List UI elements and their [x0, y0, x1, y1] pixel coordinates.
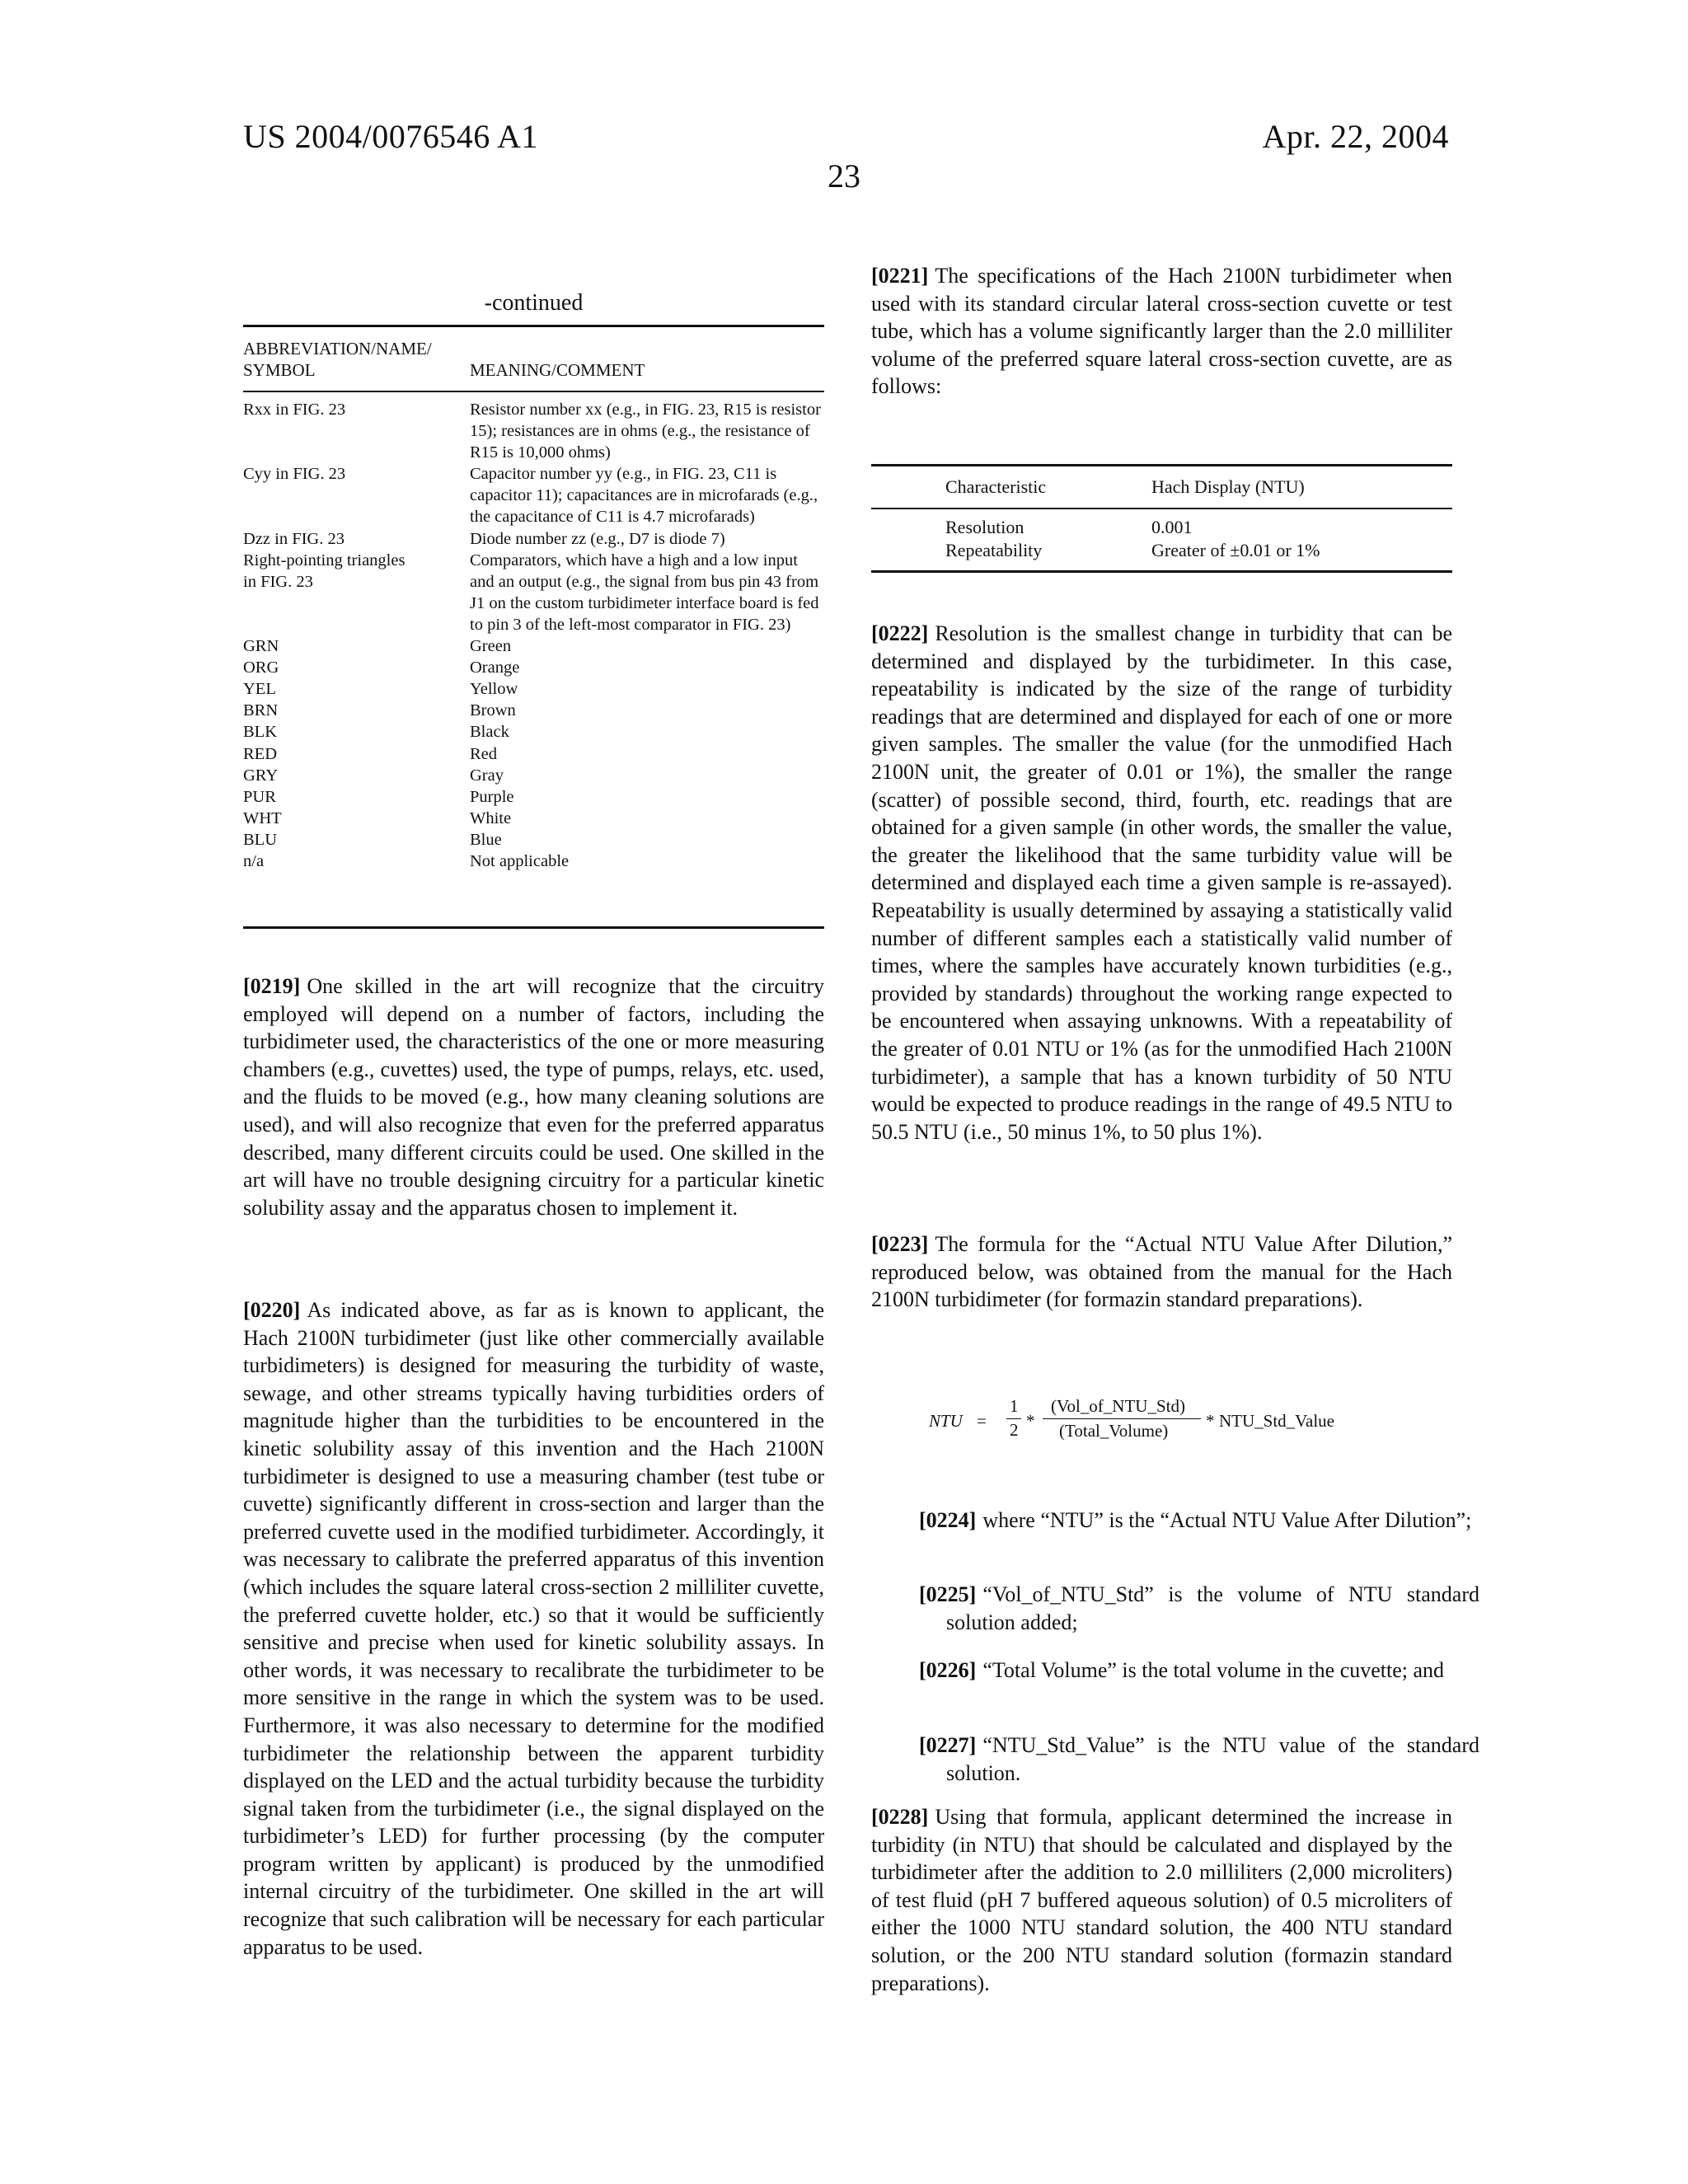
table-row: [243, 786, 824, 808]
table-row: [243, 399, 824, 463]
paragraph-number: [0227]: [919, 1733, 977, 1757]
meaning-cell: Gray: [470, 766, 504, 785]
specification-table-body: [871, 516, 1452, 562]
value-cell: 0.001: [1151, 517, 1193, 537]
abbr-cell: YEL: [243, 680, 276, 699]
table-row: [243, 829, 824, 851]
table-row: [243, 528, 824, 550]
abbr-cell: BRN: [243, 701, 279, 720]
value-cell: Greater of ±0.01 or 1%: [1151, 540, 1320, 560]
paragraph-number: [0225]: [919, 1582, 977, 1606]
paragraph-0223: [871, 1230, 1452, 1314]
formula-lhs: NTU: [929, 1411, 963, 1431]
characteristic-cell: Resolution: [945, 517, 1025, 537]
paragraph-number: [0224]: [919, 1508, 977, 1532]
paragraph-0225: [919, 1581, 1479, 1636]
paragraph-number: [0222]: [871, 621, 929, 645]
table-rule-top: [243, 325, 824, 327]
meaning-cell: Diode number zz (e.g., D7 is diode 7): [470, 529, 725, 548]
meaning-column-header: MEANING/COMMENT: [470, 360, 645, 380]
meaning-cell: Orange: [470, 658, 520, 677]
formula-half-denominator: 2: [1010, 1420, 1019, 1440]
formula-fraction-bar: [1006, 1418, 1021, 1419]
table-row: [243, 700, 824, 721]
meaning-cell: Green: [470, 637, 512, 656]
abbr-cell: PUR: [243, 787, 276, 806]
paragraph-0221: [871, 262, 1452, 401]
abbr-cell: Dzz in FIG. 23: [243, 529, 345, 548]
table-rule-header: [243, 391, 824, 392]
abbr-cell: RED: [243, 744, 277, 763]
paragraph-text: “Total Volume” is the total volume in the cuvette; and: [982, 1658, 1445, 1682]
meaning-cell: White: [470, 808, 512, 827]
table-rule-bottom: [871, 570, 1452, 573]
paragraph-0226: [919, 1657, 1479, 1685]
abbr-cell: n/a: [243, 851, 265, 870]
formula-std-value: NTU_Std_Value: [1219, 1411, 1334, 1431]
abbr-cell: ORG: [243, 658, 279, 677]
table-row: [243, 765, 824, 786]
paragraph-number: [0219]: [243, 974, 301, 998]
characteristic-column-header: Characteristic: [945, 476, 1047, 497]
meaning-cell: Brown: [470, 701, 516, 720]
formula-numerator: (Vol_of_NTU_Std): [1051, 1396, 1185, 1416]
paragraph-text: The formula for the “Actual NTU Value After Dilution,” reproduced below, was obtained from the manual for the Hach 2100N turbidimeter (for formazin standard preparations).: [871, 1232, 1452, 1312]
paragraph-text: Using that formula, applicant determined the increase in turbidity (in NTU) that should be calculated and displayed by the turbidimeter after the addition to 2.0 milliliters (2,000 microliters) of test fluid (pH 7 buffered aqueous solution) of 0.5 microliters of either the 1000 NTU standard solution, the 400 NTU standard solution, or the 200 NTU standard solution (formazin standard preparations).: [871, 1805, 1452, 1995]
table-row: [243, 721, 824, 743]
abbr-cell: GRY: [243, 766, 279, 785]
table-row: [243, 657, 824, 678]
paragraph-0222: [871, 620, 1452, 1146]
abbr-cell: GRN: [243, 637, 279, 656]
abbr-cell: Rxx in FIG. 23: [243, 401, 346, 419]
paragraph-number: [0226]: [919, 1658, 977, 1682]
formula-equals: =: [977, 1411, 987, 1431]
table-row: [243, 743, 824, 765]
paragraph-text: “Vol_of_NTU_Std” is the volume of NTU standard solution added;: [946, 1582, 1479, 1634]
paragraph-0224: [919, 1507, 1479, 1535]
abbr-cell: Cyy in FIG. 23: [243, 465, 346, 484]
abbr-cell: BLU: [243, 830, 277, 849]
table-row: [871, 539, 1452, 562]
formula-multiply: *: [1026, 1411, 1035, 1431]
meaning-cell: Black: [470, 723, 509, 742]
meaning-cell: Blue: [470, 830, 502, 849]
table-continued-label: -continued: [484, 290, 584, 316]
abbr-column-header: ABBREVIATION/NAME/ SYMBOL: [243, 339, 432, 380]
paragraph-number: [0228]: [871, 1805, 929, 1829]
characteristic-cell: Repeatability: [945, 540, 1043, 560]
paragraph-0220: [243, 1296, 824, 1961]
meaning-cell: Yellow: [470, 680, 518, 699]
formula-half-numerator: 1: [1010, 1396, 1019, 1416]
formula-denominator: (Total_Volume): [1059, 1421, 1169, 1441]
formula-fraction-bar: [1043, 1418, 1201, 1419]
display-column-header: Hach Display (NTU): [1151, 476, 1305, 497]
paragraph-number: [0221]: [871, 264, 929, 288]
meaning-cell: Red: [470, 744, 498, 763]
paragraph-number: [0223]: [871, 1232, 929, 1256]
meaning-cell: Not applicable: [470, 851, 570, 870]
meaning-cell: Comparators, which have a high and a low input and an output (e.g., the signal from bus pin 43 from J1 on the custom turbidimeter interface board is fed to pin 3 of the left-most comparator in FIG. 23): [470, 551, 819, 634]
abbr-cell: BLK: [243, 723, 277, 742]
table-rule-top: [871, 464, 1452, 466]
table-row: [243, 635, 824, 657]
table-row: [243, 678, 824, 700]
paragraph-text: The specifications of the Hach 2100N turbidimeter when used with its standard circular lateral cross-section cuvette or test tube, which has a volume significantly larger than the 2.0 milliliter volume of the preferred square lateral cross-section cuvette, are as follows:: [871, 264, 1452, 399]
abbreviation-table-body: [243, 399, 824, 872]
paragraph-text: Resolution is the smallest change in turbidity that can be determined and displayed by the turbidimeter. In this case, repeatability is indicated by the size of the range of turbidity readings that are determined and displayed for each of one or more given samples. The smaller the value (for the unmodified Hach 2100N unit, the greater of 0.01 or 1%), the smaller the range (scatter) of possible second, third, fourth, etc. readings that are obtained for a given sample (in other words, the smaller the value, the greater the likelihood that the same turbidity value will be determined and displayed each time a given sample is re-assayed). Repeatability is usually determined by assaying a statistically valid number of different samples each a statistically valid number of times, where the samples have accurately known turbidities (e.g., provided by standards) throughout the working range expected to be encountered when assaying unknowns. With a repeatability of the greater of 0.01 NTU or 1% (as for the unmodified Hach 2100N turbidimeter), a sample that has a known turbidity of 50 NTU would be expected to produce readings in the range of 49.5 NTU to 50.5 NTU (i.e., 50 minus 1%, to 50 plus 1%).: [871, 621, 1452, 1144]
table-rule-bottom: [243, 926, 824, 929]
abbr-cell: Right-pointing triangles in FIG. 23: [243, 551, 406, 591]
ntu-formula: [929, 1393, 1390, 1442]
paragraph-text: As indicated above, as far as is known to applicant, the Hach 2100N turbidimeter (just like other commercially available turbidimeters) is designed for measuring the turbidity of waste, sewage, and other streams typically having turbidities orders of magnitude higher than the turbidities to be encountered in the kinetic solubility assay of this invention and the Hach 2100N turbidimeter is designed to use a measuring chamber (test tube or cuvette) significantly different in cross-section and larger than the preferred cuvette used in the modified turbidimeter. Accordingly, it was necessary to calibrate the preferred apparatus of this invention (which includes the square lateral cross-section 2 milliliter cuvette, the preferred cuvette holder, etc.) so that it would be sufficiently sensitive and precise when used for kinetic solubility assays. In other words, it was necessary to recalibrate the turbidimeter to be more sensitive in the range in which the system was to be used. Furthermore, it was also necessary to determine for the modified turbidimeter the relationship between the apparent turbidity displayed on the LED and the actual turbidity because the turbidity signal taken from the turbidimeter (i.e., the signal displayed on the turbidimeter’s LED) for further processing (by the computer program written by applicant) is produced by the unmodified internal circuitry of the turbidimeter. One skilled in the art will recognize that such calibration will be necessary for each particular apparatus to be used.: [243, 1298, 824, 1959]
patent-number: US 2004/0076546 A1: [243, 118, 538, 155]
page-number: 23: [828, 157, 860, 194]
paragraph-text: One skilled in the art will recognize that the circuitry employed will depend on a number of factors, including the turbidimeter used, the characteristics of the one or more measuring chambers (e.g., cuvettes) used, the type of pumps, relays, etc. used, and the fluids to be moved (e.g., how many cleaning solutions are used), and will also recognize that even for the preferred apparatus described, many different circuits could be used. One skilled in the art will have no trouble designing circuitry for a particular kinetic solubility assay and the apparatus chosen to implement it.: [243, 974, 824, 1220]
abbr-cell: WHT: [243, 808, 282, 827]
paragraph-text: where “NTU” is the “Actual NTU Value After Dilution”;: [982, 1508, 1472, 1532]
meaning-cell: Capacitor number yy (e.g., in FIG. 23, C11 is capacitor 11); capacitances are in microfarads (e.g., the capacitance of C11 is 4.7 microfarads): [470, 465, 818, 527]
meaning-cell: Resistor number xx (e.g., in FIG. 23, R15 is resistor 15); resistances are in ohms (e.g., the resistance of R15 is 10,000 ohms): [470, 401, 821, 462]
table-rule-header: [871, 508, 1452, 509]
paragraph-0227: [919, 1732, 1479, 1787]
table-row: [871, 516, 1452, 539]
paragraph-0228: [871, 1803, 1452, 1997]
table-row: [243, 808, 824, 829]
meaning-cell: Purple: [470, 787, 514, 806]
table-row: [243, 463, 824, 527]
table-row: [243, 851, 824, 872]
publication-date: Apr. 22, 2004: [1262, 118, 1449, 155]
paragraph-0219: [243, 972, 824, 1221]
formula-multiply: *: [1206, 1411, 1215, 1431]
paragraph-number: [0220]: [243, 1298, 301, 1322]
paragraph-text: “NTU_Std_Value” is the NTU value of the standard solution.: [946, 1733, 1479, 1785]
table-row: [243, 550, 824, 635]
